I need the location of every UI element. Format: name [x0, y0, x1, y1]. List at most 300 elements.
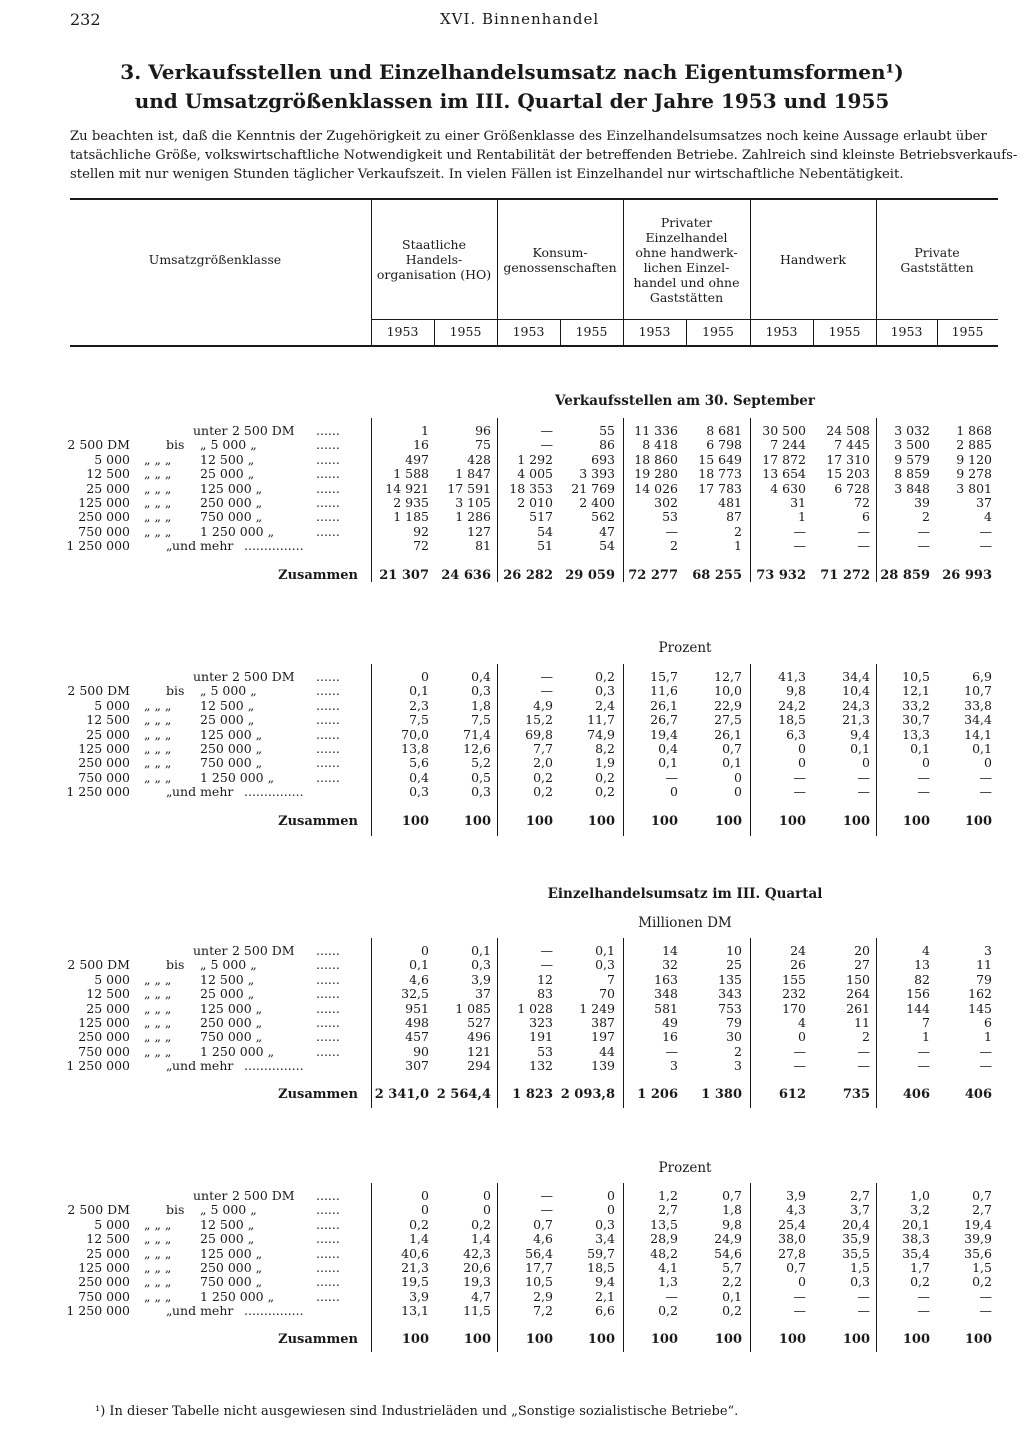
row-label-to: 12 500 „	[200, 1217, 255, 1232]
table-cell: 6	[862, 509, 870, 524]
table-cell: 35,4	[902, 1246, 930, 1261]
table-cell: 3,7	[850, 1202, 870, 1217]
table-cell: 0,1	[850, 741, 870, 756]
table-cell: 2,9	[533, 1289, 553, 1304]
row-label-leader: ...............	[244, 1303, 304, 1318]
table-cell: 10,0	[714, 683, 742, 698]
row-label-leader: ......	[316, 1246, 340, 1261]
column-header-line: genossenschaften	[503, 259, 617, 275]
row-label-connector: „ „ „	[144, 509, 172, 524]
row-label-from: 1 250 000	[66, 784, 130, 799]
table-cell: 5,7	[722, 1260, 742, 1275]
table-cell: 35,6	[964, 1246, 992, 1261]
row-label-from: 25 000	[86, 481, 130, 496]
table-cell: 496	[467, 1029, 491, 1044]
table-cell: 0,5	[471, 770, 491, 785]
row-label-from: 750 000	[78, 1289, 130, 1304]
table-cell: 10,5	[525, 1274, 553, 1289]
table-cell: 8,2	[595, 741, 615, 756]
total-cell: 100	[525, 814, 553, 829]
row-label-from: 125 000	[78, 741, 130, 756]
total-label: Zusammen	[278, 568, 358, 583]
total-cell: 71 272	[820, 568, 870, 583]
table-cell: 0,1	[595, 943, 615, 958]
table-cell: 39	[914, 495, 930, 510]
table-cell: 0	[984, 755, 992, 770]
table-cell: 3,2	[910, 1202, 930, 1217]
table-cell: 264	[846, 986, 870, 1001]
section-subheading: Prozent	[658, 1160, 712, 1176]
table-cell: 20	[854, 943, 870, 958]
row-label-connector: „	[166, 1303, 173, 1318]
column-header	[623, 200, 750, 319]
row-label-leader: ......	[316, 683, 340, 698]
total-cell: 100	[401, 1332, 429, 1347]
table-cell: 1 085	[455, 1001, 491, 1016]
table-cell: 11,5	[463, 1303, 491, 1318]
table-cell: 40,6	[401, 1246, 429, 1261]
table-cell: 10	[726, 943, 742, 958]
table-cell: 16	[413, 437, 429, 452]
table-cell: 0,2	[533, 784, 553, 799]
row-label-leader: ......	[316, 524, 340, 539]
table-cell: 6 728	[834, 481, 870, 496]
row-label-leader: ......	[316, 727, 340, 742]
table-cell: 6,9	[972, 669, 992, 684]
row-label-connector: „ „ „	[144, 524, 172, 539]
table-cell: 34,4	[842, 669, 870, 684]
row-label-connector: „ „ „	[144, 1289, 172, 1304]
year-label: 1955	[828, 324, 861, 339]
table-cell: —	[917, 1058, 930, 1073]
table-cell: 19 280	[634, 466, 678, 481]
stub-header: Umsatzgrößenklasse	[148, 252, 282, 267]
table-cell: 18,5	[778, 712, 806, 727]
column-header-text	[503, 245, 616, 275]
row-label-connector: bis	[166, 957, 185, 972]
table-row	[0, 1059, 1024, 1073]
table-cell: 0,7	[972, 1188, 992, 1203]
year-label: 1953	[638, 324, 671, 339]
table-row	[0, 713, 1024, 727]
year-label: 1955	[575, 324, 608, 339]
row-label-connector: „ „ „	[144, 972, 172, 987]
table-cell: 0,3	[595, 957, 615, 972]
table-cell: 428	[467, 452, 491, 467]
table-cell: 9 579	[894, 452, 930, 467]
table-cell: 0,1	[722, 755, 742, 770]
total-cell: 28 859	[880, 568, 930, 583]
row-label-connector: „	[166, 1058, 173, 1073]
table-cell: 0	[607, 1202, 615, 1217]
row-label-to: und mehr	[172, 1058, 234, 1073]
total-cell: 73 932	[756, 568, 806, 583]
row-label-connector: unter	[193, 1188, 228, 1203]
table-cell: 9,8	[786, 683, 806, 698]
table-cell: —	[979, 1058, 992, 1073]
row-label-connector: bis	[166, 437, 185, 452]
row-label-from: 250 000	[78, 509, 130, 524]
table-cell: 2,2	[722, 1274, 742, 1289]
table-cell: 1	[798, 509, 806, 524]
table-cell: 30	[726, 1029, 742, 1044]
table-cell: 35,5	[842, 1246, 870, 1261]
table-cell: 34,4	[964, 712, 992, 727]
table-cell: 44	[599, 1044, 615, 1059]
table-cell: 0	[922, 755, 930, 770]
total-cell: 24 636	[441, 568, 491, 583]
table-cell: 79	[726, 1015, 742, 1030]
total-row	[0, 1088, 1024, 1102]
table-cell: 1	[922, 1029, 930, 1044]
table-cell: 4 005	[517, 466, 553, 481]
row-label-leader: ......	[316, 1217, 340, 1232]
table-row	[0, 944, 1024, 958]
total-cell: 2 341,0	[374, 1087, 429, 1102]
table-cell: 2,7	[972, 1202, 992, 1217]
table-cell: 7	[922, 1015, 930, 1030]
table-row	[0, 539, 1024, 553]
row-label-leader: ......	[316, 481, 340, 496]
row-label-from: 2 500 DM	[67, 957, 130, 972]
table-cell: 53	[662, 509, 678, 524]
row-label-to: „ 5 000 „	[200, 1202, 257, 1217]
row-label-from: 12 500	[86, 712, 130, 727]
row-label-to: und mehr	[172, 784, 234, 799]
table-cell: 0	[734, 784, 742, 799]
table-cell: 191	[529, 1029, 553, 1044]
section-subheading: Prozent	[658, 640, 712, 656]
total-cell: 100	[587, 1332, 615, 1347]
table-cell: 2 935	[393, 495, 429, 510]
table-cell: 13,1	[401, 1303, 429, 1318]
row-label-leader: ......	[316, 1015, 340, 1030]
row-label-to: 125 000 „	[200, 727, 263, 742]
table-cell: 13,5	[650, 1217, 678, 1232]
row-label-connector: unter	[193, 943, 228, 958]
header-bottom-rule	[70, 345, 998, 347]
row-label-to: 25 000 „	[200, 986, 255, 1001]
total-cell: 100	[964, 814, 992, 829]
row-label-connector: „ „ „	[144, 452, 172, 467]
table-cell: 8 681	[706, 423, 742, 438]
table-cell: 18 773	[698, 466, 742, 481]
table-cell: 37	[475, 986, 491, 1001]
table-cell: —	[665, 524, 678, 539]
table-cell: 8 859	[894, 466, 930, 481]
row-label-from: 2 500 DM	[67, 683, 130, 698]
column-header-line: lichen Einzel-	[643, 259, 730, 275]
table-cell: 0,2	[722, 1303, 742, 1318]
table-cell: 21,3	[401, 1260, 429, 1275]
total-cell: 100	[463, 814, 491, 829]
table-cell: 4,9	[533, 698, 553, 713]
row-label-connector: „	[166, 784, 173, 799]
table-cell: 2 885	[956, 437, 992, 452]
column-header-line: Privater	[660, 214, 713, 230]
column-header-line: Gaststätten	[649, 289, 724, 305]
table-cell: 0,4	[471, 669, 491, 684]
table-cell: 7	[607, 972, 615, 987]
row-label-connector: „ „ „	[144, 1246, 172, 1261]
table-cell: 26,1	[714, 727, 742, 742]
table-cell: 2,4	[595, 698, 615, 713]
table-cell: 15,2	[525, 712, 553, 727]
total-cell: 72 277	[628, 568, 678, 583]
row-label-leader: ......	[316, 1260, 340, 1275]
total-cell: 406	[964, 1087, 992, 1102]
row-label-from: 25 000	[86, 1246, 130, 1261]
table-cell: —	[540, 1202, 553, 1217]
table-cell: 13	[914, 957, 930, 972]
row-label-connector: „ „ „	[144, 481, 172, 496]
table-cell: 0,3	[595, 1217, 615, 1232]
table-cell: 14,1	[964, 727, 992, 742]
table-cell: 144	[906, 1001, 930, 1016]
table-cell: 13,8	[401, 741, 429, 756]
table-cell: 0,3	[595, 683, 615, 698]
table-cell: —	[979, 1303, 992, 1318]
total-cell: 612	[778, 1087, 806, 1102]
table-cell: 7,7	[533, 741, 553, 756]
table-cell: 24,2	[778, 698, 806, 713]
row-label-connector: „ „ „	[144, 1001, 172, 1016]
table-cell: 11	[976, 957, 992, 972]
row-label-connector: „ „ „	[144, 770, 172, 785]
table-cell: 481	[718, 495, 742, 510]
table-cell: 6,6	[595, 1303, 615, 1318]
table-cell: 150	[846, 972, 870, 987]
table-cell: —	[857, 1289, 870, 1304]
table-cell: 294	[467, 1058, 491, 1073]
table-cell: 0,7	[786, 1260, 806, 1275]
total-cell: 100	[714, 814, 742, 829]
table-cell: 14	[662, 943, 678, 958]
table-cell: —	[540, 943, 553, 958]
row-label-connector: bis	[166, 1202, 185, 1217]
table-cell: 0,1	[972, 741, 992, 756]
table-cell: 33,2	[902, 698, 930, 713]
table-cell: —	[665, 1289, 678, 1304]
total-cell: 100	[778, 1332, 806, 1347]
table-cell: 22,9	[714, 698, 742, 713]
table-cell: 8 418	[642, 437, 678, 452]
row-label-leader: ......	[316, 1044, 340, 1059]
intro-line: stellen mit nur wenigen Stunden täglicher Verkaufszeit. In vielen Fällen ist Einzelhandel nur wirtschaftliche Nebentätigkeit.	[70, 167, 904, 182]
table-cell: 30 500	[762, 423, 806, 438]
table-row	[0, 785, 1024, 799]
row-label-leader: ......	[316, 509, 340, 524]
table-cell: 0	[607, 1188, 615, 1203]
table-cell: 21,3	[842, 712, 870, 727]
table-cell: —	[540, 423, 553, 438]
table-row	[0, 438, 1024, 452]
row-label-leader: ...............	[244, 1058, 304, 1073]
row-label-connector: unter	[193, 423, 228, 438]
table-cell: 10,4	[842, 683, 870, 698]
table-cell: 155	[782, 972, 806, 987]
table-row	[0, 1218, 1024, 1232]
table-cell: 0,7	[722, 1188, 742, 1203]
row-label-from: 1 250 000	[66, 1303, 130, 1318]
table-cell: 15,7	[650, 669, 678, 684]
table-cell: —	[917, 524, 930, 539]
table-cell: 11 336	[634, 423, 678, 438]
table-cell: 3 105	[455, 495, 491, 510]
table-cell: 35,9	[842, 1231, 870, 1246]
table-cell: 139	[591, 1058, 615, 1073]
table-cell: 2 010	[517, 495, 553, 510]
column-header-line: Handels-	[405, 252, 463, 267]
row-label-connector: „ „ „	[144, 698, 172, 713]
table-cell: 3	[670, 1058, 678, 1073]
table-cell: 162	[968, 986, 992, 1001]
table-cell: 232	[782, 986, 806, 1001]
total-cell: 1 206	[637, 1087, 678, 1102]
row-label-from: 5 000	[94, 698, 130, 713]
row-label-to: 125 000 „	[200, 1001, 263, 1016]
table-cell: 72	[413, 538, 429, 553]
table-row	[0, 1275, 1024, 1289]
table-cell: 96	[475, 423, 491, 438]
table-cell: 0	[798, 1274, 806, 1289]
table-cell: 42,3	[463, 1246, 491, 1261]
row-label-connector: „ „ „	[144, 741, 172, 756]
footnote: ¹) In dieser Tabelle nicht ausgewiesen sind Industrieläden und „Sonstige sozialistische Betriebe“.	[95, 1404, 739, 1419]
column-header-line: Staatliche	[402, 237, 466, 252]
table-cell: 1,8	[722, 1202, 742, 1217]
table-cell: 19,4	[650, 727, 678, 742]
table-cell: 3,9	[786, 1188, 806, 1203]
row-label-leader: ......	[316, 423, 340, 438]
row-label-leader: ...............	[244, 784, 304, 799]
table-cell: 9 120	[956, 452, 992, 467]
table-cell: 90	[413, 1044, 429, 1059]
total-cell: 26 282	[503, 568, 553, 583]
table-cell: 55	[599, 423, 615, 438]
table-cell: 1,8	[471, 698, 491, 713]
table-row	[0, 1203, 1024, 1217]
total-cell: 735	[842, 1087, 870, 1102]
table-row	[0, 510, 1024, 524]
row-label-from: 125 000	[78, 1015, 130, 1030]
section-heading: Verkaufsstellen am 30. September	[555, 393, 815, 409]
table-cell: —	[793, 524, 806, 539]
row-label-from: 1 250 000	[66, 538, 130, 553]
row-label-leader: ......	[316, 957, 340, 972]
row-label-leader: ......	[316, 755, 340, 770]
row-label-to: 1 250 000 „	[200, 1289, 275, 1304]
row-label-leader: ......	[316, 1231, 340, 1246]
row-label-to: und mehr	[172, 1303, 234, 1318]
table-cell: 18 860	[634, 452, 678, 467]
table-cell: 1,4	[471, 1231, 491, 1246]
table-cell: 517	[529, 509, 553, 524]
table-cell: 4	[984, 509, 992, 524]
table-cell: 562	[591, 509, 615, 524]
table-cell: 14 921	[385, 481, 429, 496]
table-title-line-1: 3. Verkaufsstellen und Einzelhandelsumsatz nach Eigentumsformen¹)	[120, 60, 904, 84]
year-label: 1955	[449, 324, 482, 339]
total-cell: 100	[842, 1332, 870, 1347]
row-label-from: 1 250 000	[66, 1058, 130, 1073]
table-cell: 20,4	[842, 1217, 870, 1232]
table-cell: 0,2	[409, 1217, 429, 1232]
row-label-to: „ 5 000 „	[200, 683, 257, 698]
column-header	[497, 200, 623, 319]
table-cell: 20,6	[463, 1260, 491, 1275]
table-cell: 1 185	[393, 509, 429, 524]
table-cell: 163	[654, 972, 678, 987]
table-cell: 54	[537, 524, 553, 539]
row-label-to: 250 000 „	[200, 1260, 263, 1275]
row-label-leader: ......	[316, 986, 340, 1001]
total-label: Zusammen	[278, 1087, 358, 1102]
table-cell: 2	[734, 1044, 742, 1059]
row-label-to: 250 000 „	[200, 1015, 263, 1030]
table-cell: 18,5	[587, 1260, 615, 1275]
column-header-line: handel und ohne	[633, 274, 740, 290]
table-cell: 0	[483, 1202, 491, 1217]
table-cell: 343	[718, 986, 742, 1001]
row-label-from: 250 000	[78, 755, 130, 770]
total-cell: 406	[902, 1087, 930, 1102]
row-label-from: 12 500	[86, 986, 130, 1001]
row-label-from: 125 000	[78, 495, 130, 510]
table-cell: 32,5	[401, 986, 429, 1001]
table-cell: 0	[798, 741, 806, 756]
total-cell: 100	[964, 1332, 992, 1347]
intro-line: tatsächliche Größe, volkswirtschaftliche Notwendigkeit und Rentabilität der betreffenden Betriebe. Zahlreich sind kleinste Betriebsverkaufs-	[70, 148, 1018, 163]
table-cell: 145	[968, 1001, 992, 1016]
table-row	[0, 771, 1024, 785]
row-label-leader: ......	[316, 943, 340, 958]
table-cell: 2	[922, 509, 930, 524]
table-cell: 9 278	[956, 466, 992, 481]
table-cell: 1,4	[409, 1231, 429, 1246]
table-cell: 48,2	[650, 1246, 678, 1261]
table-cell: 18 353	[509, 481, 553, 496]
table-cell: 1,5	[972, 1260, 992, 1275]
total-cell: 100	[525, 1332, 553, 1347]
row-label-to: 2 500 DM	[232, 669, 295, 684]
table-cell: 20,1	[902, 1217, 930, 1232]
table-cell: 27,8	[778, 1246, 806, 1261]
table-cell: 2,7	[850, 1188, 870, 1203]
table-cell: 2,7	[658, 1202, 678, 1217]
table-cell: 6 798	[706, 437, 742, 452]
table-cell: 1	[984, 1029, 992, 1044]
table-cell: 3 393	[579, 466, 615, 481]
page-number: 232	[70, 10, 101, 29]
table-cell: 0,3	[409, 784, 429, 799]
table-cell: 81	[475, 538, 491, 553]
table-row	[0, 1247, 1024, 1261]
row-label-leader: ......	[316, 466, 340, 481]
table-cell: 25	[726, 957, 742, 972]
table-cell: 38,3	[902, 1231, 930, 1246]
total-cell: 100	[650, 1332, 678, 1347]
table-cell: 132	[529, 1058, 553, 1073]
table-row	[0, 1290, 1024, 1304]
row-label-to: 12 500 „	[200, 698, 255, 713]
table-cell: —	[665, 1044, 678, 1059]
table-cell: 0,1	[471, 943, 491, 958]
table-row	[0, 1189, 1024, 1203]
table-cell: 70,0	[401, 727, 429, 742]
total-cell: 100	[650, 814, 678, 829]
running-head: XVI. Binnenhandel	[440, 10, 600, 28]
